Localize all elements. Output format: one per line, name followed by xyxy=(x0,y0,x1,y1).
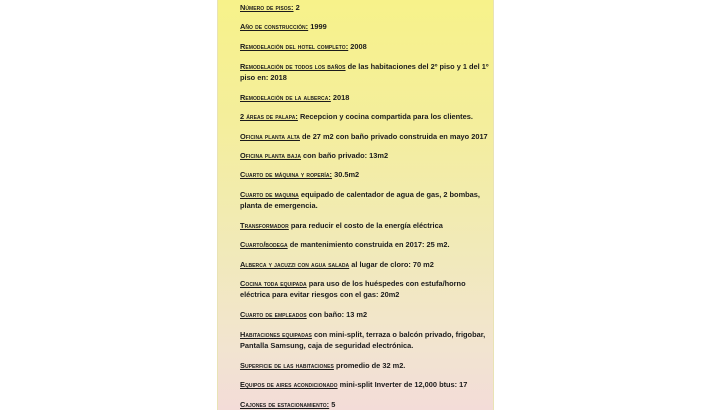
list-item xyxy=(240,400,493,410)
list-item xyxy=(240,190,493,211)
item-label: Alberca y jacuzzi con agua salada xyxy=(240,260,350,269)
item-text: 2018 xyxy=(330,93,350,102)
item-text: 1999 xyxy=(308,22,327,31)
item-label: Remodelación del hotel completo: xyxy=(240,42,349,51)
item-label: Cuarto de máquina y ropería: xyxy=(240,170,333,179)
item-text: al lugar de cloro: 70 m2 xyxy=(349,260,434,269)
item-label: Remodelación de la alberca: xyxy=(240,93,331,102)
item-label: Cuarto/bodega xyxy=(240,240,288,249)
item-text: de mantenimiento construida en 2017: 25 m2. xyxy=(287,240,450,249)
item-text: para uso de los huéspedes con estufa/horno eléctrica para evitar riesgos con el gas: 20m2 xyxy=(240,279,466,299)
list-item xyxy=(240,380,493,391)
item-text: Recepcion y cocina compartida para los clientes. xyxy=(297,112,473,121)
item-label: Equipos de aires acondicionado xyxy=(240,380,338,389)
item-text: de las habitaciones del 2º piso y 1 del 1º piso en: 2018 xyxy=(240,62,489,82)
document-page xyxy=(218,0,493,410)
item-text: equipado de calentador de agua de gas, 2 bombas, planta de emergencia. xyxy=(240,190,480,210)
list-item xyxy=(240,330,493,351)
list-item xyxy=(240,151,493,162)
list-item xyxy=(240,361,493,372)
item-text: 5 xyxy=(329,400,336,409)
list-item xyxy=(240,279,493,300)
item-text: de 27 m2 con baño privado construida en mayo 2017 xyxy=(299,132,488,141)
item-label: Oficina planta alta xyxy=(240,132,300,141)
list-item xyxy=(240,42,493,53)
item-label: Remodelación de todos los baños xyxy=(240,62,346,71)
item-text: para reducir el costo de la energía eléctrica xyxy=(288,221,443,230)
list-item xyxy=(240,310,493,321)
item-text: con baño: 13 m2 xyxy=(306,310,368,319)
list-item xyxy=(240,93,493,104)
list-item xyxy=(240,62,493,83)
item-label: Año de construcción: xyxy=(240,22,309,31)
item-label: Cuarto de maquina xyxy=(240,190,299,199)
list-item xyxy=(240,170,493,181)
item-label: Número de pisos: xyxy=(240,3,294,12)
list-item xyxy=(240,112,493,123)
item-text: 30.5m2 xyxy=(332,170,360,179)
item-text: con mini-split, terraza o balcón privado, frigobar, Pantalla Samsung, caja de seguridad electrónica. xyxy=(240,330,486,350)
item-label: 2 áreas de palapa: xyxy=(240,112,298,121)
item-label: Transformador xyxy=(240,221,289,230)
list-item xyxy=(240,260,493,271)
item-label: Oficina planta baja xyxy=(240,151,301,160)
list-item xyxy=(240,240,493,251)
list-item xyxy=(240,221,493,232)
item-text: promedio de 32 m2. xyxy=(333,361,406,370)
item-text: 2008 xyxy=(348,42,367,51)
item-text: con baño privado: 13m2 xyxy=(301,151,389,160)
list-item xyxy=(240,22,493,33)
item-text: mini-split Inverter de 12,000 btus: 17 xyxy=(337,380,468,389)
item-label: Cajones de estacionamiento: xyxy=(240,400,330,409)
list-item xyxy=(240,132,493,143)
item-label: Cocina toda equipada xyxy=(240,279,307,288)
item-text: 2 xyxy=(293,3,300,12)
item-label: Habitaciones equipadas xyxy=(240,330,312,339)
list-item xyxy=(240,3,493,14)
item-label: Superficie de las habitaciones xyxy=(240,361,334,370)
item-label: Cuarto de empleados xyxy=(240,310,307,319)
